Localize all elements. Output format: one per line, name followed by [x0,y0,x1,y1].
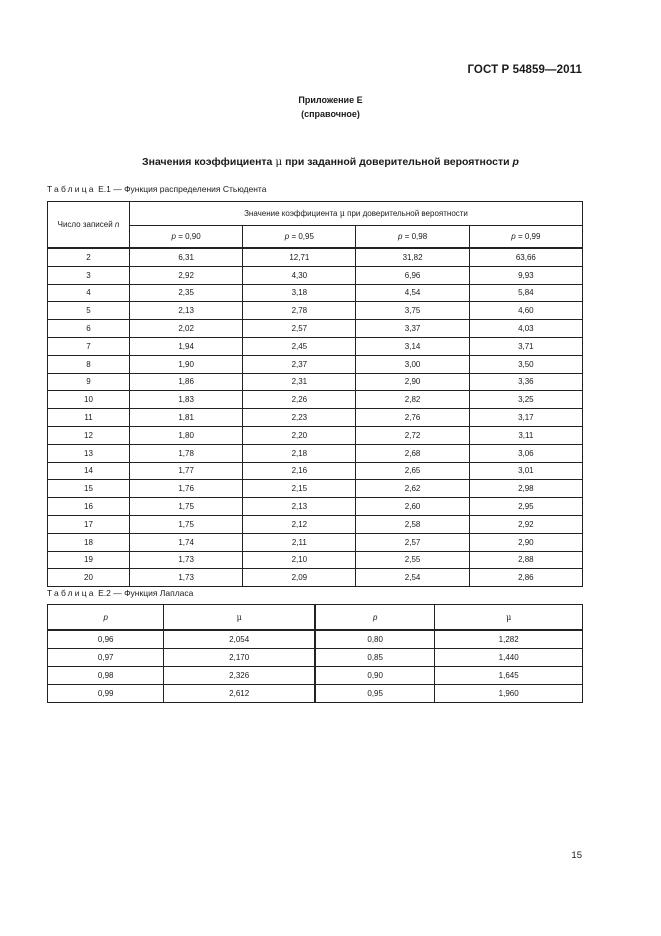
coefficient-cell: 2,16 [243,462,356,480]
coefficient-cell: 2,62 [356,480,469,498]
table-row [48,391,583,409]
coefficient-cell: 2,72 [356,426,469,444]
coefficient-cell: 1,74 [130,533,243,551]
coefficient-cell: 2,82 [356,391,469,409]
table-row [48,248,583,266]
records-count-cell: 5 [48,302,130,320]
appendix-header [0,93,661,121]
coefficient-cell: 2,20 [243,426,356,444]
heading-p: p [512,156,519,168]
records-count-cell: 16 [48,498,130,516]
probability-cell: 0,97 [48,649,164,667]
coefficient-cell: 31,82 [356,248,469,266]
mu-cell: 2,170 [164,649,315,667]
table-row [48,426,583,444]
table-row [48,266,583,284]
table1-caption [47,184,266,194]
coefficient-cell: 1,80 [130,426,243,444]
coefficient-cell: 4,03 [469,320,582,338]
table-row [48,409,583,427]
laplace-function-table [47,604,583,703]
heading-part2: при заданной доверительной вероятности [285,156,510,168]
table1-caption-label: Таблица [47,184,96,194]
table-row [48,533,583,551]
table2-caption-label: Таблица [47,588,96,598]
records-count-cell: 8 [48,355,130,373]
coefficient-cell: 3,75 [356,302,469,320]
coefficient-cell: 2,58 [356,515,469,533]
coefficient-cell: 1,81 [130,409,243,427]
coefficient-cell: 2,90 [469,533,582,551]
probability-header: p [315,605,435,631]
coefficient-cell: 3,25 [469,391,582,409]
records-count-cell: 13 [48,444,130,462]
coefficient-cell: 3,14 [356,337,469,355]
heading-mu: μ [275,156,283,168]
coefficient-cell: 1,90 [130,355,243,373]
coefficient-cell: 2,12 [243,515,356,533]
probability-cell: 0,96 [48,630,164,649]
group-header: Значение коэффициента μ при доверительной вероятности [130,202,583,226]
coefficient-cell: 2,37 [243,355,356,373]
coefficient-cell: 2,13 [130,302,243,320]
mu-cell: 2,326 [164,667,315,685]
coefficient-cell: 2,26 [243,391,356,409]
records-count-cell: 19 [48,551,130,569]
table-row [48,444,583,462]
coefficient-cell: 3,17 [469,409,582,427]
coefficient-cell: 1,76 [130,480,243,498]
coefficient-cell: 2,65 [356,462,469,480]
coefficient-cell: 9,93 [469,266,582,284]
coefficient-cell: 6,96 [356,266,469,284]
coefficient-cell: 2,76 [356,409,469,427]
appendix-note: (справочное) [301,109,360,119]
coefficient-cell: 2,55 [356,551,469,569]
coefficient-cell: 3,36 [469,373,582,391]
coefficient-cell: 1,78 [130,444,243,462]
coefficient-cell: 2,57 [356,533,469,551]
table-row [48,498,583,516]
coefficient-cell: 63,66 [469,248,582,266]
mu-cell: 2,054 [164,630,315,649]
coefficient-cell: 3,06 [469,444,582,462]
mu-cell: 1,282 [435,630,583,649]
coefficient-cell: 3,37 [356,320,469,338]
coefficient-cell: 2,02 [130,320,243,338]
records-count-cell: 2 [48,248,130,266]
coefficient-cell: 1,73 [130,551,243,569]
col-header-n: Число записей n [48,202,130,249]
standard-code: ГОСТ Р 54859—2011 [467,64,582,76]
coefficient-cell: 2,78 [243,302,356,320]
mu-header: μ [435,605,583,631]
coefficient-cell: 2,18 [243,444,356,462]
coefficient-cell: 2,45 [243,337,356,355]
coefficient-cell: 2,86 [469,569,582,587]
coefficient-cell: 4,30 [243,266,356,284]
coefficient-cell: 2,95 [469,498,582,516]
records-count-cell: 10 [48,391,130,409]
records-count-cell: 11 [48,409,130,427]
coefficient-cell: 1,75 [130,515,243,533]
coefficient-cell: 2,10 [243,551,356,569]
records-count-cell: 7 [48,337,130,355]
records-count-cell: 12 [48,426,130,444]
records-count-cell: 15 [48,480,130,498]
heading-part1: Значения коэффициента [142,156,273,168]
probability-header: p [48,605,164,631]
table-row [48,569,583,587]
section-heading [0,156,661,168]
prob-header: p = 0,99 [469,226,582,249]
records-count-cell: 17 [48,515,130,533]
probability-cell: 0,99 [48,685,164,703]
records-count-cell: 4 [48,284,130,302]
coefficient-cell: 1,86 [130,373,243,391]
records-count-cell: 14 [48,462,130,480]
table-row [48,302,583,320]
records-count-cell: 6 [48,320,130,338]
mu-cell: 2,612 [164,685,315,703]
coefficient-cell: 3,01 [469,462,582,480]
probability-cell: 0,85 [315,649,435,667]
appendix-title: Приложение Е [298,95,363,105]
table-row [48,685,583,703]
student-distribution-table [47,201,583,587]
table-row [48,462,583,480]
table-row [48,515,583,533]
table-row [48,355,583,373]
coefficient-cell: 2,98 [469,480,582,498]
coefficient-cell: 2,54 [356,569,469,587]
table2-caption [47,588,193,598]
coefficient-cell: 3,18 [243,284,356,302]
coefficient-cell: 12,71 [243,248,356,266]
coefficient-cell: 2,15 [243,480,356,498]
prob-header: p = 0,98 [356,226,469,249]
table1-caption-text: Е.1 — Функция распределения Стьюдента [98,184,267,194]
coefficient-cell: 2,90 [356,373,469,391]
coefficient-cell: 2,68 [356,444,469,462]
table-row [48,630,583,649]
coefficient-cell: 2,57 [243,320,356,338]
prob-header: p = 0,90 [130,226,243,249]
coefficient-cell: 2,31 [243,373,356,391]
table-row [48,284,583,302]
coefficient-cell: 2,11 [243,533,356,551]
table-row [48,480,583,498]
page-number: 15 [571,850,582,861]
table2-caption-text: Е.2 — Функция Лапласа [98,588,194,598]
table-row [48,337,583,355]
probability-cell: 0,80 [315,630,435,649]
coefficient-cell: 2,92 [469,515,582,533]
records-count-cell: 18 [48,533,130,551]
probability-cell: 0,90 [315,667,435,685]
mu-cell: 1,645 [435,667,583,685]
coefficient-cell: 1,83 [130,391,243,409]
probability-cell: 0,98 [48,667,164,685]
records-count-cell: 9 [48,373,130,391]
coefficient-cell: 3,11 [469,426,582,444]
probability-cell: 0,95 [315,685,435,703]
coefficient-cell: 5,84 [469,284,582,302]
records-count-cell: 3 [48,266,130,284]
coefficient-cell: 2,23 [243,409,356,427]
coefficient-cell: 2,92 [130,266,243,284]
mu-cell: 1,440 [435,649,583,667]
coefficient-cell: 4,60 [469,302,582,320]
coefficient-cell: 4,54 [356,284,469,302]
coefficient-cell: 6,31 [130,248,243,266]
table-row [48,667,583,685]
coefficient-cell: 2,88 [469,551,582,569]
table-row [48,649,583,667]
coefficient-cell: 1,77 [130,462,243,480]
coefficient-cell: 2,13 [243,498,356,516]
coefficient-cell: 3,00 [356,355,469,373]
coefficient-cell: 2,35 [130,284,243,302]
mu-cell: 1,960 [435,685,583,703]
coefficient-cell: 2,09 [243,569,356,587]
table-row [48,320,583,338]
coefficient-cell: 1,73 [130,569,243,587]
coefficient-cell: 3,71 [469,337,582,355]
table-row [48,551,583,569]
prob-header: p = 0,95 [243,226,356,249]
records-count-cell: 20 [48,569,130,587]
coefficient-cell: 3,50 [469,355,582,373]
coefficient-cell: 1,75 [130,498,243,516]
table-row [48,373,583,391]
mu-header: μ [164,605,315,631]
coefficient-cell: 1,94 [130,337,243,355]
coefficient-cell: 2,60 [356,498,469,516]
